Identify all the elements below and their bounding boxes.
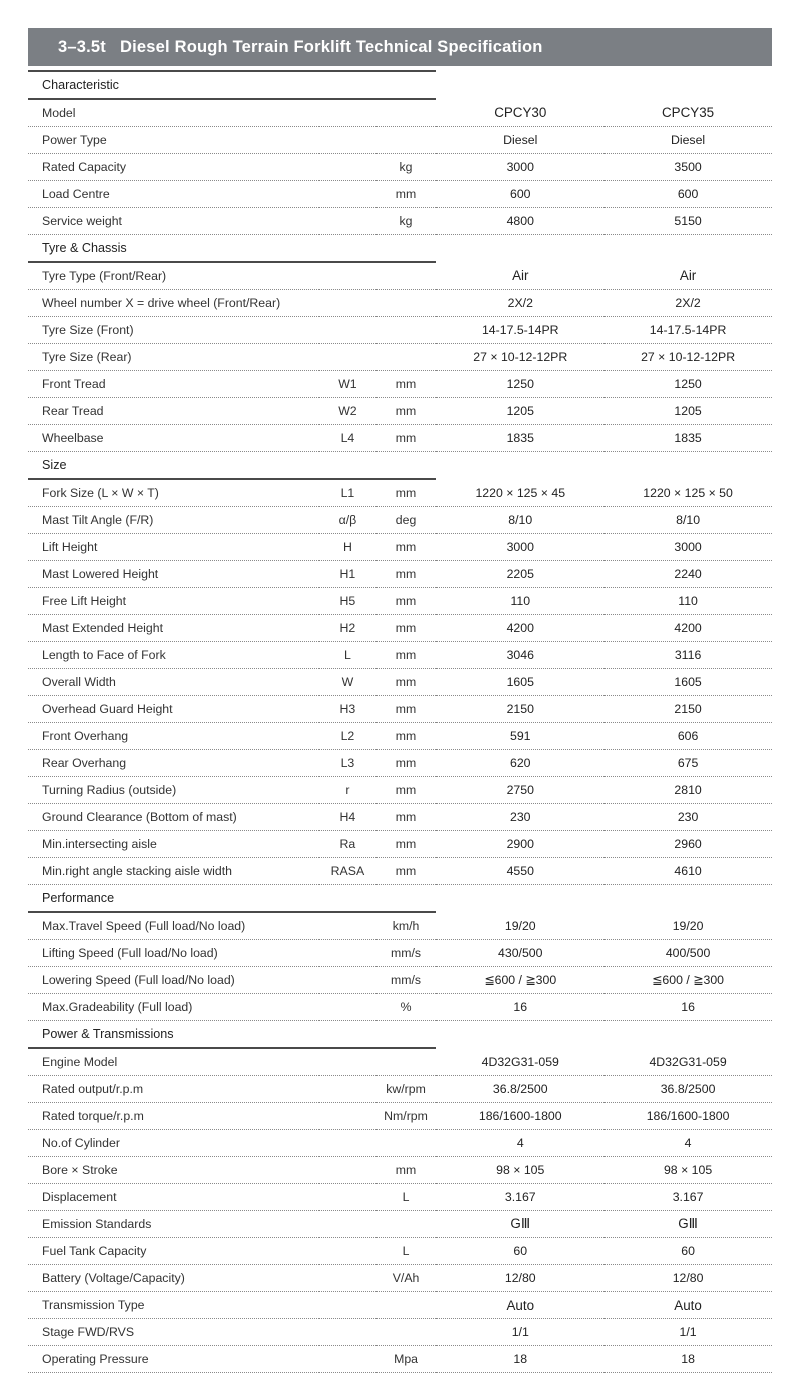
row-unit: %	[376, 994, 437, 1021]
row-label: Mast Tilt Angle (F/R)	[28, 507, 319, 534]
table-row	[28, 1319, 772, 1346]
row-symbol	[319, 1265, 376, 1292]
row-value-model1: 3046	[436, 642, 604, 669]
row-unit	[376, 1048, 437, 1076]
row-label: Battery (Voltage/Capacity)	[28, 1265, 319, 1292]
row-value-model1: 430/500	[436, 940, 604, 967]
row-value-model1: 19/20	[436, 912, 604, 940]
section-title: Tyre & Chassis	[28, 235, 319, 263]
row-symbol	[319, 262, 376, 290]
row-symbol	[319, 1319, 376, 1346]
row-value-model2: 606	[604, 723, 772, 750]
row-value-model2: 19/20	[604, 912, 772, 940]
row-label: Max.Travel Speed (Full load/No load)	[28, 912, 319, 940]
row-value-model2: 4D32G31-059	[604, 1048, 772, 1076]
row-value-model1: 186/1600-1800	[436, 1103, 604, 1130]
section-spacer-model1	[436, 885, 604, 913]
table-row	[28, 831, 772, 858]
row-label: Transmission Type	[28, 1292, 319, 1319]
table-row	[28, 127, 772, 154]
row-value-model2: 186/1600-1800	[604, 1103, 772, 1130]
row-value-model1: 14-17.5-14PR	[436, 317, 604, 344]
section-spacer-sym	[319, 71, 376, 99]
row-value-model2: 2150	[604, 696, 772, 723]
table-row	[28, 99, 772, 127]
row-label: Rated torque/r.p.m	[28, 1103, 319, 1130]
row-value-model2: 3500	[604, 154, 772, 181]
row-symbol: L4	[319, 425, 376, 452]
row-value-model2: 2810	[604, 777, 772, 804]
row-label: Ground Clearance (Bottom of mast)	[28, 804, 319, 831]
row-symbol	[319, 208, 376, 235]
row-value-model2: 1/1	[604, 1319, 772, 1346]
row-unit	[376, 317, 437, 344]
row-value-model2: 3000	[604, 534, 772, 561]
table-row	[28, 696, 772, 723]
section-title: Size	[28, 452, 319, 480]
row-label: Free Lift Height	[28, 588, 319, 615]
row-value-model2: 4200	[604, 615, 772, 642]
row-label: Model	[28, 99, 319, 127]
row-value-model1: 2750	[436, 777, 604, 804]
row-label: Rear Tread	[28, 398, 319, 425]
row-symbol	[319, 1130, 376, 1157]
section-spacer-unit	[376, 885, 437, 913]
row-value-model1: Auto	[436, 1292, 604, 1319]
row-label: Operating Pressure	[28, 1346, 319, 1373]
row-label: Mast Lowered Height	[28, 561, 319, 588]
row-value-model2: 16	[604, 994, 772, 1021]
row-symbol: H3	[319, 696, 376, 723]
row-value-model2: 2960	[604, 831, 772, 858]
row-unit: mm	[376, 561, 437, 588]
row-symbol: L2	[319, 723, 376, 750]
row-symbol: Ra	[319, 831, 376, 858]
row-value-model2: 5150	[604, 208, 772, 235]
row-unit: km/h	[376, 912, 437, 940]
row-symbol	[319, 127, 376, 154]
row-label: Max.Gradeability (Full load)	[28, 994, 319, 1021]
row-value-model1: Air	[436, 262, 604, 290]
row-label: Front Tread	[28, 371, 319, 398]
row-unit: mm	[376, 831, 437, 858]
row-label: Lifting Speed (Full load/No load)	[28, 940, 319, 967]
row-unit: mm	[376, 398, 437, 425]
row-unit: mm	[376, 804, 437, 831]
section-spacer-model2	[604, 885, 772, 913]
section-spacer-model1	[436, 1021, 604, 1049]
table-row	[28, 858, 772, 885]
row-value-model2: GⅢ	[604, 1211, 772, 1238]
section-spacer-model2	[604, 235, 772, 263]
row-symbol: L1	[319, 479, 376, 507]
row-value-model1: 4D32G31-059	[436, 1048, 604, 1076]
row-label: Wheel number X = drive wheel (Front/Rear)	[28, 290, 319, 317]
row-unit	[376, 1130, 437, 1157]
row-unit	[376, 1211, 437, 1238]
row-value-model2: Air	[604, 262, 772, 290]
row-label: Rear Overhang	[28, 750, 319, 777]
section-title: Performance	[28, 885, 319, 913]
table-row	[28, 1346, 772, 1373]
table-row	[28, 967, 772, 994]
table-row	[28, 262, 772, 290]
row-label: Min.intersecting aisle	[28, 831, 319, 858]
row-value-model1: 8/10	[436, 507, 604, 534]
row-label: Displacement	[28, 1184, 319, 1211]
row-symbol	[319, 1346, 376, 1373]
row-unit: mm	[376, 425, 437, 452]
row-value-model2: 60	[604, 1238, 772, 1265]
row-value-model2: 27 × 10-12-12PR	[604, 344, 772, 371]
row-symbol	[319, 1184, 376, 1211]
row-value-model1: 16	[436, 994, 604, 1021]
table-row	[28, 290, 772, 317]
table-row	[28, 723, 772, 750]
table-row	[28, 534, 772, 561]
row-value-model1: 4	[436, 1130, 604, 1157]
row-value-model1: 620	[436, 750, 604, 777]
row-label: Service weight	[28, 208, 319, 235]
table-row	[28, 1211, 772, 1238]
table-row	[28, 317, 772, 344]
row-value-model2: 675	[604, 750, 772, 777]
row-label: Rated output/r.p.m	[28, 1076, 319, 1103]
row-unit: L	[376, 1184, 437, 1211]
row-value-model1: 27 × 10-12-12PR	[436, 344, 604, 371]
row-label: Engine Model	[28, 1048, 319, 1076]
table-row	[28, 642, 772, 669]
row-value-model1: 3.167	[436, 1184, 604, 1211]
row-symbol: H4	[319, 804, 376, 831]
table-row	[28, 615, 772, 642]
row-value-model1: 12/80	[436, 1265, 604, 1292]
row-value-model1: 1835	[436, 425, 604, 452]
row-symbol: H2	[319, 615, 376, 642]
row-label: Power Type	[28, 127, 319, 154]
section-spacer-model2	[604, 452, 772, 480]
row-unit	[376, 1292, 437, 1319]
row-value-model1: 3000	[436, 534, 604, 561]
row-unit: mm	[376, 371, 437, 398]
table-row	[28, 1048, 772, 1076]
table-row	[28, 208, 772, 235]
row-symbol: α/β	[319, 507, 376, 534]
row-label: Emission Standards	[28, 1211, 319, 1238]
table-row	[28, 940, 772, 967]
table-row	[28, 1184, 772, 1211]
row-value-model2: CPCY35	[604, 99, 772, 127]
row-value-model1: 600	[436, 181, 604, 208]
row-symbol	[319, 1238, 376, 1265]
table-row	[28, 425, 772, 452]
row-unit	[376, 344, 437, 371]
row-value-model1: 1/1	[436, 1319, 604, 1346]
row-symbol	[319, 940, 376, 967]
row-symbol: r	[319, 777, 376, 804]
row-unit: V/Ah	[376, 1265, 437, 1292]
row-symbol: RASA	[319, 858, 376, 885]
row-value-model2: 36.8/2500	[604, 1076, 772, 1103]
row-unit: mm	[376, 858, 437, 885]
row-value-model2: 1250	[604, 371, 772, 398]
row-value-model1: 4200	[436, 615, 604, 642]
section-spacer-unit	[376, 1021, 437, 1049]
row-value-model2: 8/10	[604, 507, 772, 534]
row-unit: mm	[376, 669, 437, 696]
row-value-model1: 1205	[436, 398, 604, 425]
row-symbol	[319, 1211, 376, 1238]
row-symbol: H1	[319, 561, 376, 588]
row-value-model2: 4	[604, 1130, 772, 1157]
row-value-model2: Diesel	[604, 127, 772, 154]
row-value-model1: 4800	[436, 208, 604, 235]
row-value-model2: 1835	[604, 425, 772, 452]
row-value-model1: 2205	[436, 561, 604, 588]
row-symbol	[319, 154, 376, 181]
section-header-row	[28, 235, 772, 263]
row-symbol: L	[319, 642, 376, 669]
row-symbol: W	[319, 669, 376, 696]
row-value-model2: 4610	[604, 858, 772, 885]
row-unit: kg	[376, 208, 437, 235]
row-symbol	[319, 99, 376, 127]
capacity-label: 3–3.5t	[58, 37, 106, 56]
table-row	[28, 181, 772, 208]
table-row	[28, 1157, 772, 1184]
row-symbol	[319, 1292, 376, 1319]
table-row	[28, 344, 772, 371]
table-row	[28, 777, 772, 804]
row-value-model1: 18	[436, 1346, 604, 1373]
row-value-model2: 110	[604, 588, 772, 615]
row-value-model1: 1605	[436, 669, 604, 696]
row-label: Front Overhang	[28, 723, 319, 750]
row-unit: mm	[376, 615, 437, 642]
table-row	[28, 588, 772, 615]
section-title: Characteristic	[28, 71, 319, 99]
row-value-model2: 18	[604, 1346, 772, 1373]
row-value-model1: 98 × 105	[436, 1157, 604, 1184]
section-spacer-unit	[376, 71, 437, 99]
row-value-model2: 1605	[604, 669, 772, 696]
table-row	[28, 479, 772, 507]
row-unit: mm	[376, 534, 437, 561]
row-symbol	[319, 181, 376, 208]
row-value-model1: 4550	[436, 858, 604, 885]
row-label: Tyre Type (Front/Rear)	[28, 262, 319, 290]
row-value-model1: 230	[436, 804, 604, 831]
row-symbol	[319, 1076, 376, 1103]
row-unit: mm	[376, 181, 437, 208]
row-unit: L	[376, 1238, 437, 1265]
row-value-model1: CPCY30	[436, 99, 604, 127]
table-row	[28, 1238, 772, 1265]
specification-table	[28, 70, 772, 1373]
table-row	[28, 507, 772, 534]
row-label: Fork Size (L × W × T)	[28, 479, 319, 507]
row-unit: mm	[376, 588, 437, 615]
row-value-model2: ≦600 / ≧300	[604, 967, 772, 994]
row-value-model2: 3116	[604, 642, 772, 669]
row-label: Lowering Speed (Full load/No load)	[28, 967, 319, 994]
row-unit: mm	[376, 479, 437, 507]
row-value-model2: Auto	[604, 1292, 772, 1319]
section-spacer-model1	[436, 235, 604, 263]
row-label: Overhead Guard Height	[28, 696, 319, 723]
section-spacer-sym	[319, 885, 376, 913]
row-unit: mm	[376, 723, 437, 750]
table-row	[28, 1103, 772, 1130]
row-label: Length to Face of Fork	[28, 642, 319, 669]
row-symbol	[319, 1103, 376, 1130]
row-value-model1: ≦600 / ≧300	[436, 967, 604, 994]
section-header-row	[28, 1021, 772, 1049]
row-label: Turning Radius (outside)	[28, 777, 319, 804]
table-row	[28, 1076, 772, 1103]
row-unit: mm	[376, 777, 437, 804]
row-value-model2: 12/80	[604, 1265, 772, 1292]
row-value-model1: 110	[436, 588, 604, 615]
row-value-model1: 2150	[436, 696, 604, 723]
row-value-model1: 591	[436, 723, 604, 750]
row-value-model2: 400/500	[604, 940, 772, 967]
row-symbol	[319, 912, 376, 940]
row-value-model2: 2X/2	[604, 290, 772, 317]
table-row	[28, 669, 772, 696]
row-value-model1: GⅢ	[436, 1211, 604, 1238]
row-value-model1: 3000	[436, 154, 604, 181]
row-value-model2: 2240	[604, 561, 772, 588]
row-unit: mm	[376, 1157, 437, 1184]
row-value-model1: 60	[436, 1238, 604, 1265]
row-unit: kw/rpm	[376, 1076, 437, 1103]
row-label: Wheelbase	[28, 425, 319, 452]
table-row	[28, 750, 772, 777]
row-unit: mm	[376, 696, 437, 723]
row-value-model2: 1205	[604, 398, 772, 425]
row-label: Tyre Size (Rear)	[28, 344, 319, 371]
table-row	[28, 154, 772, 181]
row-symbol: H	[319, 534, 376, 561]
section-header-row	[28, 71, 772, 99]
row-label: No.of Cylinder	[28, 1130, 319, 1157]
row-unit: mm/s	[376, 940, 437, 967]
table-row	[28, 1292, 772, 1319]
row-value-model1: 1220 × 125 × 45	[436, 479, 604, 507]
row-value-model2: 3.167	[604, 1184, 772, 1211]
row-symbol	[319, 317, 376, 344]
row-label: Bore × Stroke	[28, 1157, 319, 1184]
page-title: Diesel Rough Terrain Forklift Technical Specification	[120, 37, 543, 56]
section-spacer-unit	[376, 235, 437, 263]
row-value-model2: 98 × 105	[604, 1157, 772, 1184]
row-symbol: W1	[319, 371, 376, 398]
row-value-model1: Diesel	[436, 127, 604, 154]
row-unit: mm	[376, 642, 437, 669]
row-value-model2: 600	[604, 181, 772, 208]
table-row	[28, 994, 772, 1021]
row-symbol	[319, 994, 376, 1021]
row-symbol: L3	[319, 750, 376, 777]
section-spacer-model1	[436, 452, 604, 480]
section-spacer-model1	[436, 71, 604, 99]
row-value-model1: 2X/2	[436, 290, 604, 317]
row-unit: deg	[376, 507, 437, 534]
row-label: Mast Extended Height	[28, 615, 319, 642]
row-unit	[376, 290, 437, 317]
section-spacer-unit	[376, 452, 437, 480]
table-row	[28, 398, 772, 425]
row-symbol	[319, 290, 376, 317]
row-unit: kg	[376, 154, 437, 181]
row-symbol	[319, 1048, 376, 1076]
row-label: Overall Width	[28, 669, 319, 696]
section-spacer-model2	[604, 1021, 772, 1049]
row-value-model1: 2900	[436, 831, 604, 858]
row-value-model1: 1250	[436, 371, 604, 398]
table-row	[28, 561, 772, 588]
row-symbol: H5	[319, 588, 376, 615]
section-title: Power & Transmissions	[28, 1021, 319, 1049]
section-spacer-sym	[319, 452, 376, 480]
row-unit: Mpa	[376, 1346, 437, 1373]
row-unit	[376, 1319, 437, 1346]
table-row	[28, 371, 772, 398]
table-row	[28, 912, 772, 940]
row-label: Load Centre	[28, 181, 319, 208]
row-label: Min.right angle stacking aisle width	[28, 858, 319, 885]
row-value-model1: 36.8/2500	[436, 1076, 604, 1103]
row-unit: mm/s	[376, 967, 437, 994]
row-symbol	[319, 967, 376, 994]
row-value-model2: 1220 × 125 × 50	[604, 479, 772, 507]
table-row	[28, 1130, 772, 1157]
row-label: Rated Capacity	[28, 154, 319, 181]
row-unit	[376, 262, 437, 290]
section-spacer-sym	[319, 235, 376, 263]
row-symbol	[319, 1157, 376, 1184]
table-row	[28, 804, 772, 831]
row-label: Fuel Tank Capacity	[28, 1238, 319, 1265]
row-value-model2: 14-17.5-14PR	[604, 317, 772, 344]
row-label: Lift Height	[28, 534, 319, 561]
section-spacer-sym	[319, 1021, 376, 1049]
section-header-row	[28, 452, 772, 480]
row-symbol: W2	[319, 398, 376, 425]
row-value-model2: 230	[604, 804, 772, 831]
row-unit: Nm/rpm	[376, 1103, 437, 1130]
table-row	[28, 1265, 772, 1292]
row-unit	[376, 99, 437, 127]
row-label: Stage FWD/RVS	[28, 1319, 319, 1346]
row-unit	[376, 127, 437, 154]
row-unit: mm	[376, 750, 437, 777]
row-label: Tyre Size (Front)	[28, 317, 319, 344]
document-title-bar	[28, 28, 772, 66]
row-symbol	[319, 344, 376, 371]
section-spacer-model2	[604, 71, 772, 99]
section-header-row	[28, 885, 772, 913]
